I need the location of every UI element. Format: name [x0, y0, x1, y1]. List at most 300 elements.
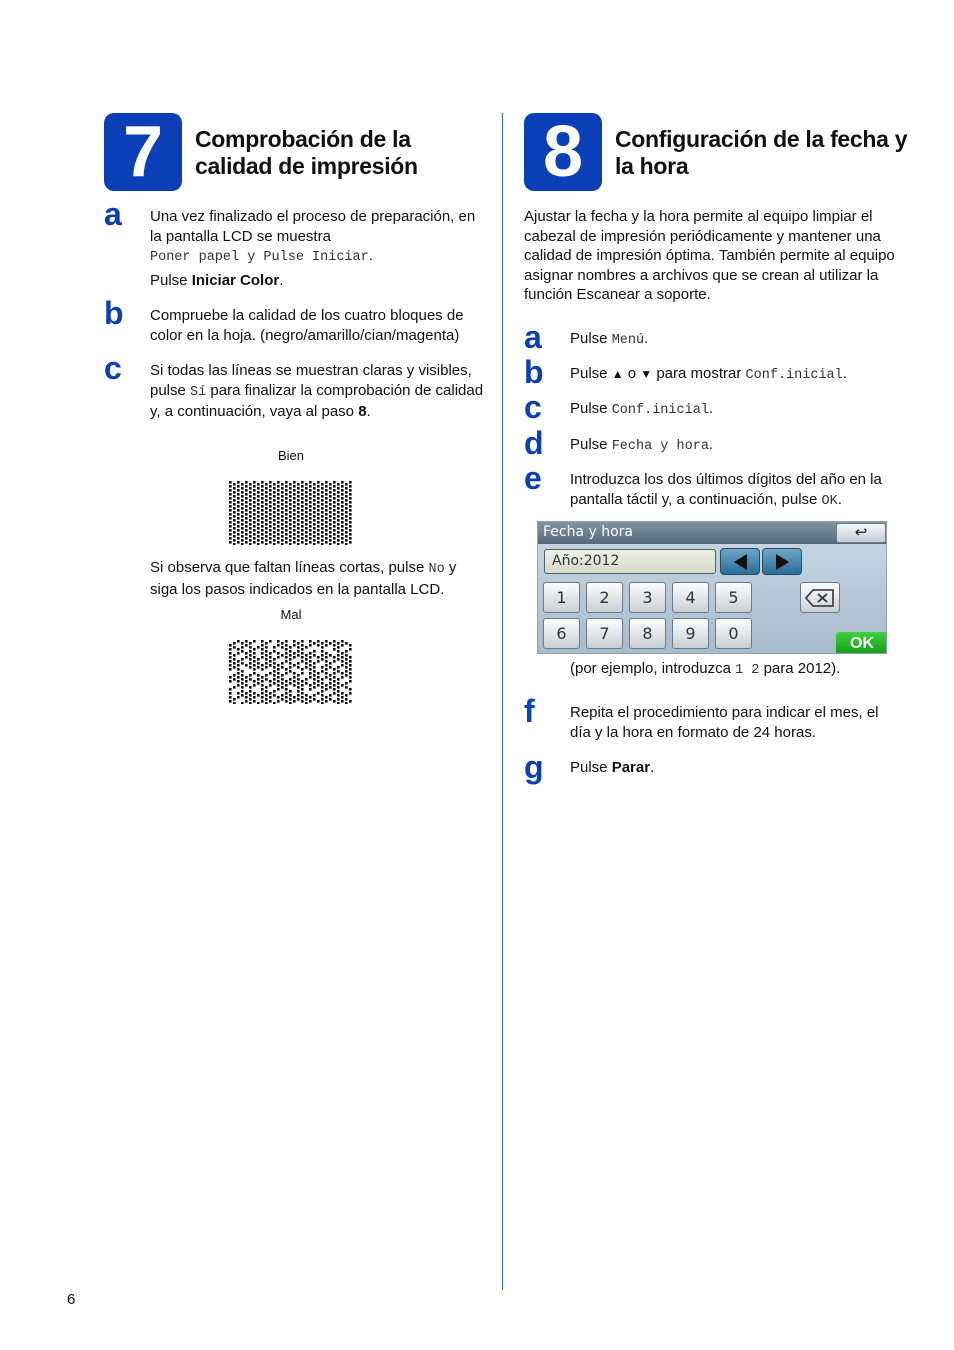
nozzle-segment — [345, 519, 348, 522]
nozzle-segment — [321, 650, 324, 653]
nozzle-segment — [273, 531, 276, 534]
nozzle-segment — [261, 485, 264, 488]
nozzle-segment — [309, 501, 312, 504]
nozzle-segment — [329, 531, 332, 534]
nozzle-segment — [229, 700, 232, 703]
nozzle-segment — [301, 505, 304, 508]
nozzle-segment — [341, 525, 344, 528]
nozzle-segment — [329, 543, 332, 545]
nozzle-segment — [317, 640, 320, 643]
nozzle-segment — [245, 652, 248, 655]
nozzle-segment — [285, 517, 288, 520]
key-1[interactable]: 1 — [543, 582, 580, 613]
nozzle-segment — [317, 537, 320, 540]
nozzle-segment — [277, 529, 280, 532]
nozzle-segment — [341, 684, 344, 687]
nozzle-segment — [313, 670, 316, 673]
nozzle-segment — [285, 497, 288, 500]
nozzle-segment — [237, 664, 240, 667]
nozzle-segment — [281, 666, 284, 669]
year-field[interactable]: Año:2012 — [544, 549, 716, 574]
nozzle-segment — [241, 511, 244, 514]
nozzle-segment — [245, 680, 248, 683]
nozzle-segment — [297, 503, 300, 506]
example-post: para 2012). — [759, 660, 841, 677]
nozzle-segment — [245, 541, 248, 544]
nozzle-segment — [277, 521, 280, 524]
nozzle-segment — [293, 505, 296, 508]
nozzle-segment — [265, 487, 268, 490]
nozzle-segment — [277, 505, 280, 508]
nozzle-segment — [297, 499, 300, 502]
nozzle-segment — [321, 483, 324, 486]
nozzle-segment — [345, 531, 348, 534]
lcd-header — [538, 522, 887, 544]
nozzle-segment — [349, 481, 352, 484]
nozzle-segment — [261, 688, 264, 691]
nozzle-segment — [301, 688, 304, 691]
nozzle-segment — [349, 668, 352, 671]
nozzle-segment — [261, 513, 264, 516]
nozzle-segment — [337, 642, 340, 645]
nozzle-segment — [253, 509, 256, 512]
nozzle-segment — [273, 483, 276, 486]
nozzle-segment — [253, 696, 256, 699]
nozzle-segment — [245, 513, 248, 516]
nozzle-segment — [273, 539, 276, 542]
nozzle-segment — [321, 539, 324, 542]
nozzle-segment — [293, 489, 296, 492]
nozzle-segment — [249, 702, 252, 704]
nozzle-segment — [285, 696, 288, 699]
nozzle-segment — [317, 672, 320, 675]
back-icon[interactable]: ↩ — [836, 523, 886, 543]
nozzle-segment — [345, 642, 348, 645]
nozzle-segment — [229, 513, 232, 516]
nozzle-segment — [317, 513, 320, 516]
nozzle-segment — [289, 483, 292, 486]
nozzle-segment — [293, 493, 296, 496]
bad-caption: Mal — [280, 607, 302, 622]
nozzle-segment — [345, 666, 348, 669]
nozzle-segment — [257, 495, 260, 498]
step-7-badge: 7 — [104, 113, 182, 191]
nozzle-segment — [233, 674, 236, 677]
nozzle-segment — [341, 489, 344, 492]
nozzle-segment — [337, 690, 340, 693]
nozzle-segment — [261, 652, 264, 655]
nozzle-segment — [313, 515, 316, 518]
nozzle-segment — [341, 513, 344, 516]
nozzle-segment — [321, 535, 324, 538]
nozzle-segment — [249, 654, 252, 657]
nozzle-segment — [249, 539, 252, 542]
nozzle-segment — [261, 501, 264, 504]
nozzle-segment — [237, 684, 240, 687]
nozzle-segment — [257, 674, 260, 677]
nozzle-segment — [241, 519, 244, 522]
nozzle-segment — [257, 646, 260, 649]
key-0[interactable]: 0 — [715, 618, 752, 649]
nozzle-segment — [309, 541, 312, 544]
key-4[interactable]: 4 — [672, 582, 709, 613]
nozzle-segment — [273, 666, 276, 669]
nozzle-segment — [229, 537, 232, 540]
nozzle-segment — [305, 491, 308, 494]
pulse-text: Pulse — [570, 330, 612, 347]
nozzle-segment — [241, 682, 244, 685]
period: . — [368, 247, 373, 264]
nozzle-segment — [269, 672, 272, 675]
key-9[interactable]: 9 — [672, 618, 709, 649]
nozzle-segment — [285, 700, 288, 703]
step-8-badge: 8 — [524, 113, 602, 191]
nozzle-segment — [297, 523, 300, 526]
nozzle-segment — [237, 497, 240, 500]
nozzle-segment — [265, 702, 268, 704]
nozzle-segment — [313, 531, 316, 534]
nozzle-segment — [341, 497, 344, 500]
nozzle-segment — [273, 535, 276, 538]
nozzle-segment — [245, 537, 248, 540]
nozzle-segment — [297, 654, 300, 657]
nozzle-segment — [245, 692, 248, 695]
nozzle-segment — [237, 481, 240, 484]
nozzle-segment — [337, 503, 340, 506]
nozzle-segment — [333, 668, 336, 671]
nozzle-segment — [325, 489, 328, 492]
nozzle-segment — [305, 531, 308, 534]
left-arrow-button[interactable] — [720, 548, 760, 575]
nozzle-segment — [345, 507, 348, 510]
period: . — [366, 403, 371, 420]
nozzle-segment — [313, 491, 316, 494]
nozzle-segment — [333, 529, 336, 532]
nozzle-segment — [233, 483, 236, 486]
nozzle-segment — [313, 483, 316, 486]
nozzle-segment — [305, 507, 308, 510]
bad-note — [150, 558, 485, 599]
nozzle-segment — [333, 489, 336, 492]
nozzle-segment — [241, 499, 244, 502]
nozzle-segment — [261, 497, 264, 500]
backspace-button[interactable] — [800, 582, 840, 613]
nozzle-segment — [345, 682, 348, 685]
step-7b-text: Compruebe la calidad de los cuatro bloques de color en la hoja. (negro/amarillo/cian/magenta) — [150, 307, 464, 344]
nozzle-segment — [281, 519, 284, 522]
nozzle-segment — [313, 487, 316, 490]
nozzle-segment — [245, 497, 248, 500]
nozzle-segment — [249, 666, 252, 669]
step-7a-action — [150, 271, 485, 291]
nozzle-segment — [265, 642, 268, 645]
nozzle-segment — [281, 523, 284, 526]
key-2[interactable]: 2 — [586, 582, 623, 613]
nozzle-segment — [265, 690, 268, 693]
nozzle-segment — [253, 660, 256, 663]
nozzle-segment — [253, 664, 256, 667]
nozzle-segment — [245, 525, 248, 528]
nozzle-segment — [337, 670, 340, 673]
nozzle-segment — [297, 646, 300, 649]
nozzle-segment — [309, 640, 312, 643]
nozzle-segment — [249, 503, 252, 506]
nozzle-segment — [293, 684, 296, 687]
nozzle-segment — [305, 527, 308, 530]
nozzle-segment — [269, 481, 272, 484]
nozzle-segment — [321, 658, 324, 661]
nozzle-segment — [229, 644, 232, 647]
nozzle-segment — [301, 672, 304, 675]
nozzle-segment — [293, 696, 296, 699]
nozzle-segment — [233, 702, 236, 704]
nozzle-segment — [317, 485, 320, 488]
nozzle-segment — [305, 654, 308, 657]
nozzle-segment — [317, 692, 320, 695]
nozzle-segment — [249, 499, 252, 502]
nozzle-segment — [341, 533, 344, 536]
nozzle-segment — [269, 529, 272, 532]
nozzle-segment — [233, 507, 236, 510]
nozzle-segment — [285, 660, 288, 663]
nozzle-segment — [257, 519, 260, 522]
nozzle-segment — [345, 499, 348, 502]
nozzle-segment — [249, 646, 252, 649]
nozzle-segment — [305, 503, 308, 506]
nozzle-segment — [261, 481, 264, 484]
example-pre: (por ejemplo, introduzca — [570, 660, 736, 677]
nozzle-segment — [249, 527, 252, 530]
nozzle-segment — [281, 539, 284, 542]
nozzle-segment — [321, 495, 324, 498]
nozzle-segment — [273, 543, 276, 545]
nozzle-segment — [321, 666, 324, 669]
nozzle-segment — [321, 694, 324, 697]
nozzle-segment — [265, 535, 268, 538]
nozzle-segment — [245, 656, 248, 659]
step-8b-mid: para mostrar — [652, 365, 746, 382]
nozzle-segment — [237, 513, 240, 516]
nozzle-segment — [257, 499, 260, 502]
nozzle-segment — [257, 531, 260, 534]
nozzle-segment — [281, 507, 284, 510]
nozzle-segment — [265, 491, 268, 494]
nozzle-segment — [233, 543, 236, 545]
nozzle-segment — [301, 493, 304, 496]
key-5[interactable]: 5 — [715, 582, 752, 613]
nozzle-segment — [341, 501, 344, 504]
nozzle-segment — [349, 664, 352, 667]
nozzle-segment — [325, 672, 328, 675]
nozzle-segment — [317, 521, 320, 524]
nozzle-segment — [297, 491, 300, 494]
nozzle-segment — [237, 652, 240, 655]
ok-key: OK — [821, 493, 838, 509]
nozzle-segment — [265, 650, 268, 653]
nozzle-segment — [237, 537, 240, 540]
nozzle-segment — [281, 491, 284, 494]
nozzle-segment — [257, 682, 260, 685]
key-8[interactable]: 8 — [629, 618, 666, 649]
nozzle-segment — [325, 664, 328, 667]
nozzle-segment — [297, 678, 300, 681]
nozzle-segment — [269, 660, 272, 663]
nozzle-segment — [257, 491, 260, 494]
nozzle-segment — [301, 533, 304, 536]
nozzle-segment — [285, 521, 288, 524]
nozzle-segment — [249, 543, 252, 545]
nozzle-segment — [273, 491, 276, 494]
nozzle-segment — [265, 495, 268, 498]
pulse-text: Pulse — [570, 400, 612, 417]
key-6[interactable]: 6 — [543, 618, 580, 649]
nozzle-segment — [289, 662, 292, 665]
nozzle-segment — [333, 533, 336, 536]
nozzle-segment — [301, 668, 304, 671]
nozzle-segment — [345, 674, 348, 677]
nozzle-segment — [273, 658, 276, 661]
nozzle-segment — [237, 640, 240, 643]
nozzle-segment — [245, 529, 248, 532]
nozzle-segment — [345, 483, 348, 486]
nozzle-segment — [313, 682, 316, 685]
nozzle-segment — [337, 694, 340, 697]
nozzle-segment — [241, 483, 244, 486]
nozzle-segment — [341, 696, 344, 699]
nozzle-segment — [241, 650, 244, 653]
nozzle-segment — [245, 505, 248, 508]
nozzle-segment — [229, 680, 232, 683]
nozzle-segment — [325, 656, 328, 659]
nozzle-segment — [281, 682, 284, 685]
nozzle-segment — [261, 656, 264, 659]
page-number: 6 — [67, 1291, 76, 1308]
nozzle-segment — [305, 499, 308, 502]
nozzle-segment — [249, 487, 252, 490]
nozzle-segment — [317, 533, 320, 536]
nozzle-segment — [329, 642, 332, 645]
nozzle-segment — [333, 505, 336, 508]
nozzle-segment — [257, 539, 260, 542]
nozzle-segment — [337, 523, 340, 526]
bad-note-post: y siga los pasos indicados en la pantalla LCD. — [150, 559, 457, 598]
nozzle-segment — [293, 644, 296, 647]
step-7c-mid: para finalizar la comprobación de calidad y, a continuación, vaya al paso — [150, 381, 484, 420]
nozzle-segment — [313, 539, 316, 542]
nozzle-segment — [269, 517, 272, 520]
nozzle-segment — [309, 700, 312, 703]
nozzle-segment — [349, 525, 352, 528]
nozzle-segment — [341, 529, 344, 532]
nozzle-segment — [249, 674, 252, 677]
nozzle-segment — [329, 507, 332, 510]
nozzle-segment — [325, 660, 328, 663]
nozzle-segment — [253, 529, 256, 532]
nozzle-segment — [293, 533, 296, 536]
nozzle-segment — [333, 688, 336, 691]
nozzle-segment — [245, 640, 248, 643]
nozzle-segment — [333, 692, 336, 695]
nozzle-segment — [293, 537, 296, 540]
ok-button[interactable]: OK — [836, 632, 887, 654]
nozzle-segment — [269, 656, 272, 659]
key-3[interactable]: 3 — [629, 582, 666, 613]
nozzle-segment — [265, 666, 268, 669]
nozzle-segment — [301, 517, 304, 520]
nozzle-segment — [265, 515, 268, 518]
nozzle-segment — [281, 487, 284, 490]
nozzle-segment — [257, 658, 260, 661]
nozzle-segment — [281, 531, 284, 534]
nozzle-segment — [289, 543, 292, 545]
nozzle-segment — [313, 527, 316, 530]
nozzle-segment — [297, 682, 300, 685]
nozzle-segment — [325, 688, 328, 691]
nozzle-segment — [321, 523, 324, 526]
right-arrow-button[interactable] — [762, 548, 802, 575]
nozzle-segment — [249, 678, 252, 681]
nozzle-segment — [321, 654, 324, 657]
nozzle-segment — [253, 525, 256, 528]
nozzle-segment — [241, 646, 244, 649]
nozzle-segment — [301, 513, 304, 516]
nozzle-segment — [325, 529, 328, 532]
nozzle-segment — [241, 507, 244, 510]
nozzle-segment — [289, 650, 292, 653]
nozzle-segment — [237, 501, 240, 504]
nozzle-segment — [349, 521, 352, 524]
nozzle-segment — [229, 501, 232, 504]
nozzle-segment — [345, 523, 348, 526]
nozzle-segment — [349, 700, 352, 703]
nozzle-segment — [281, 678, 284, 681]
nozzle-segment — [341, 692, 344, 695]
step-8c-letter: c — [524, 389, 542, 425]
nozzle-segment — [281, 654, 284, 657]
nozzle-segment — [289, 678, 292, 681]
arrow-right-icon — [776, 554, 789, 570]
nozzle-segment — [297, 519, 300, 522]
nozzle-segment — [249, 507, 252, 510]
nozzle-segment — [309, 672, 312, 675]
nozzle-segment — [277, 664, 280, 667]
nozzle-segment — [241, 690, 244, 693]
nozzle-segment — [289, 658, 292, 661]
step-7a-lcd-message: Poner papel y Pulse Iniciar — [150, 250, 369, 265]
key-7[interactable]: 7 — [586, 618, 623, 649]
nozzle-segment — [321, 515, 324, 518]
nozzle-segment — [325, 696, 328, 699]
nozzle-segment — [257, 487, 260, 490]
nozzle-segment — [325, 509, 328, 512]
nozzle-segment — [289, 690, 292, 693]
nozzle-segment — [341, 664, 344, 667]
nozzle-segment — [329, 694, 332, 697]
nozzle-segment — [241, 503, 244, 506]
bad-print-pattern — [229, 640, 353, 704]
nozzle-segment — [313, 698, 316, 701]
nozzle-segment — [301, 648, 304, 651]
nozzle-segment — [337, 499, 340, 502]
nozzle-segment — [257, 543, 260, 545]
nozzle-segment — [289, 666, 292, 669]
nozzle-segment — [289, 682, 292, 685]
nozzle-segment — [293, 517, 296, 520]
nozzle-segment — [245, 684, 248, 687]
nozzle-segment — [277, 497, 280, 500]
nozzle-segment — [269, 489, 272, 492]
nozzle-segment — [345, 686, 348, 689]
